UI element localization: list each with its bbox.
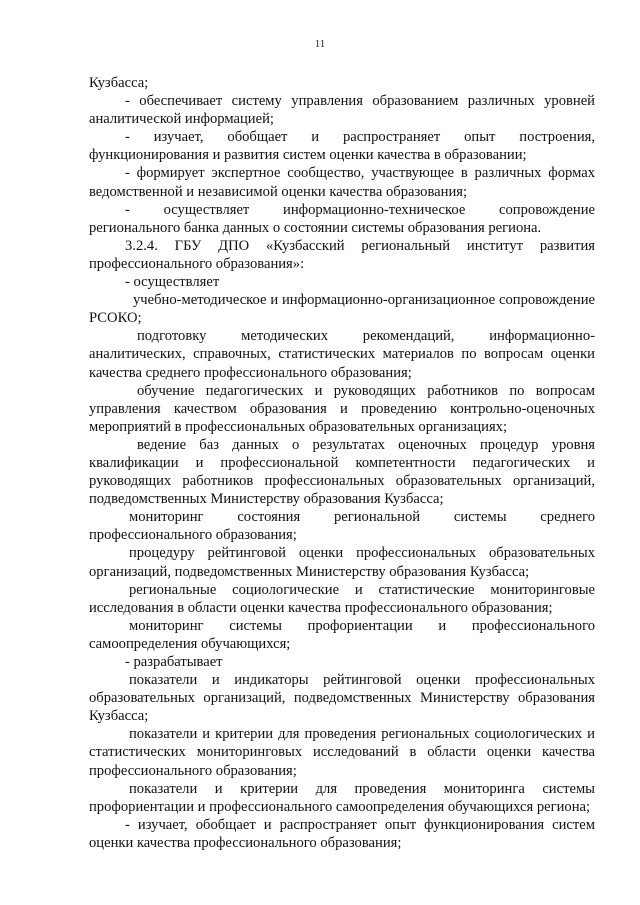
sub-item: мониторинг системы профориентации и профессионального самоопределения обучающихся; — [89, 617, 595, 652]
sub-item: процедуру рейтинговой оценки профессиональных образовательных организаций, подведомственных Министерству образования Кузбасса; — [89, 545, 595, 580]
sub-item: обучение педагогических и руководящих работников по вопросам управления качеством образования и проведению контрольно-оценочных мероприятий в профессиональных образовательных организациях; — [89, 382, 595, 435]
sub-item: показатели и критерии для проведения региональных социологических и статистических мониторинговых исследований в области оценки качества профессионального образования; — [89, 726, 595, 779]
list-item: - осуществляет — [125, 274, 220, 291]
sub-item: мониторинг состояния региональной системы среднего профессионального образования; — [89, 509, 595, 544]
sub-item: подготовку методических рекомендаций, информационно-аналитических, справочных, статистических материалов по вопросам оценки качества среднего профессионального образования; — [89, 328, 595, 381]
page-number: 11 — [314, 38, 326, 50]
sub-item: ведение баз данных о результатах оценочных процедур уровня квалификации и профессиональной компетентности педагогических и руководящих работников профессиональных образовательных организаций, подведомственных Министерству образования Кузбасса; — [89, 436, 595, 508]
sub-item: показатели и критерии для проведения мониторинга системы профориентации и профессионального самоопределения обучающихся региона; — [89, 780, 595, 815]
list-item: - обеспечивает систему управления образованием различных уровней аналитической информацией; — [89, 93, 595, 128]
list-item: - осуществляет информационно-техническое сопровождение регионального банка данных о состоянии системы образования региона. — [89, 201, 595, 236]
sub-item: показатели и индикаторы рейтинговой оценки профессиональных образовательных организаций, подведомственных Министерству образования Кузбасса; — [89, 672, 595, 725]
list-item: - изучает, обобщает и распространяет опыт функционирования систем оценки качества профессионального образования; — [89, 816, 595, 851]
list-item: - изучает, обобщает и распространяет опыт построения, функционирования и развития систем оценки качества в образовании; — [89, 129, 595, 164]
sub-item: региональные социологические и статистические мониторинговые исследования в области оценки качества профессионального образования; — [89, 581, 595, 616]
paragraph-continuation: Кузбасса; — [89, 75, 149, 91]
section-heading: 3.2.4. ГБУ ДПО «Кузбасский региональный институт развития профессионального образования»: — [89, 237, 595, 272]
list-item: - формирует экспертное сообщество, участвующее в различных формах ведомственной и независимой оценки качества образования; — [89, 165, 595, 200]
list-item: - разрабатывает — [125, 654, 223, 670]
sub-item: учебно-методическое и информационно-организационное сопровождение РСОКО; — [89, 292, 595, 327]
document-body — [89, 74, 595, 852]
